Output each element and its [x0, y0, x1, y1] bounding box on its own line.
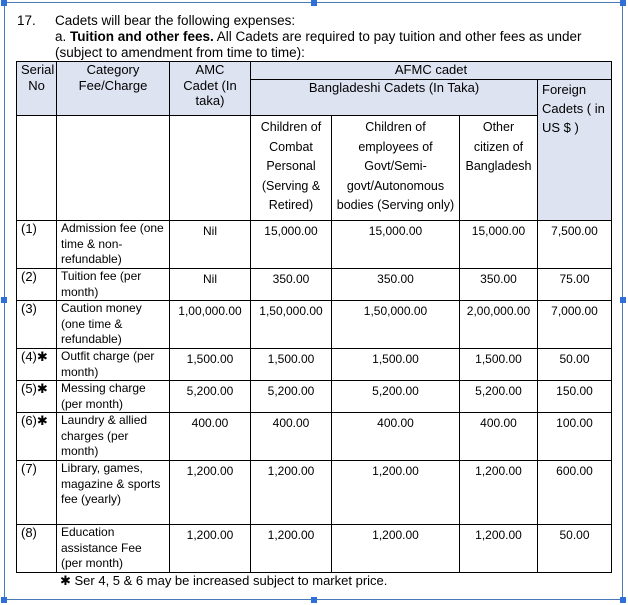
section-number: 17. — [17, 13, 36, 28]
table-row — [17, 221, 612, 269]
foreign-cell: 50.00 — [538, 525, 612, 573]
category-cell: Education assistance Fee (per month) — [57, 525, 170, 573]
combat-cell: 15,000.00 — [251, 221, 332, 269]
combat-cell: 1,500.00 — [251, 349, 332, 381]
category-cell: Laundry & allied charges (per month) — [57, 413, 170, 461]
amc-cell: 400.00 — [170, 413, 251, 461]
other-citizen-cell: 1,200.00 — [460, 461, 538, 525]
resize-handle-middle-right[interactable] — [620, 297, 626, 303]
other-citizen-cell: 1,200.00 — [460, 525, 538, 573]
amc-cell: Nil — [170, 269, 251, 301]
other-citizen-cell: 350.00 — [460, 269, 538, 301]
table-row — [17, 525, 612, 573]
category-cell: Library, games, magazine & sports fee (yearly) — [57, 461, 170, 525]
serial-cell: (2) — [17, 269, 57, 301]
category-cell: Outfit charge (per month) — [57, 349, 170, 381]
resize-handle-top-right[interactable] — [620, 0, 626, 6]
header-afmc: AFMC cadet — [251, 62, 612, 80]
combat-cell: 5,200.00 — [251, 381, 332, 413]
table-header-row-3 — [17, 116, 612, 221]
serial-cell: (4)✱ — [17, 349, 57, 381]
fees-table — [16, 61, 612, 573]
header-category: Category Fee/Charge — [57, 62, 170, 116]
table-header-row-1 — [17, 62, 612, 80]
amc-cell: 1,00,000.00 — [170, 301, 251, 349]
category-cell: Messing charge (per month) — [57, 381, 170, 413]
foreign-cell: 150.00 — [538, 381, 612, 413]
category-cell: Tuition fee (per month) — [57, 269, 170, 301]
other-citizen-cell: 5,200.00 — [460, 381, 538, 413]
header-serial: Serial No — [17, 62, 57, 116]
serial-cell: (6)✱ — [17, 413, 57, 461]
amc-cell: 1,200.00 — [170, 461, 251, 525]
serial-cell: (5)✱ — [17, 381, 57, 413]
employees-cell: 1,500.00 — [332, 349, 460, 381]
other-citizen-cell: 400.00 — [460, 413, 538, 461]
header-bangladeshi: Bangladeshi Cadets (In Taka) — [251, 80, 538, 116]
serial-cell: (1) — [17, 221, 57, 269]
table-row — [17, 301, 612, 349]
foreign-cell: 7,500.00 — [538, 221, 612, 269]
resize-handle-bottom-center[interactable] — [311, 597, 317, 603]
other-citizen-cell: 2,00,000.00 — [460, 301, 538, 349]
table-row — [17, 381, 612, 413]
foreign-cell: 100.00 — [538, 413, 612, 461]
serial-cell: (8) — [17, 525, 57, 573]
table-row — [17, 349, 612, 381]
employees-cell: 5,200.00 — [332, 381, 460, 413]
table-row — [17, 413, 612, 461]
category-cell: Admission fee (one time & non-refundable) — [57, 221, 170, 269]
table-row — [17, 269, 612, 301]
amc-cell: 5,200.00 — [170, 381, 251, 413]
resize-handle-top-center[interactable] — [311, 0, 317, 6]
foreign-cell: 7,000.00 — [538, 301, 612, 349]
header-amc: AMC Cadet (In taka) — [170, 62, 251, 116]
combat-cell: 1,50,000.00 — [251, 301, 332, 349]
resize-handle-top-left[interactable] — [1, 0, 7, 6]
amc-cell: 1,200.00 — [170, 525, 251, 573]
other-citizen-cell: 1,500.00 — [460, 349, 538, 381]
table-row — [17, 461, 612, 525]
foreign-cell: 50.00 — [538, 349, 612, 381]
employees-cell: 1,200.00 — [332, 525, 460, 573]
header-children-combat: Children of Combat Personal (Serving & Retired) — [251, 116, 332, 221]
employees-cell: 350.00 — [332, 269, 460, 301]
resize-handle-bottom-left[interactable] — [1, 597, 7, 603]
employees-cell: 15,000.00 — [332, 221, 460, 269]
subsection-prefix: a. — [55, 29, 71, 44]
category-cell: Caution money (one time & refundable) — [57, 301, 170, 349]
combat-cell: 1,200.00 — [251, 525, 332, 573]
other-citizen-cell: 15,000.00 — [460, 221, 538, 269]
section-intro: Cadets will bear the following expenses: — [55, 13, 296, 28]
header-other-citizen: Other citizen of Bangladesh — [460, 116, 538, 221]
employees-cell: 1,50,000.00 — [332, 301, 460, 349]
combat-cell: 400.00 — [251, 413, 332, 461]
resize-handle-middle-left[interactable] — [1, 297, 7, 303]
foreign-cell: 600.00 — [538, 461, 612, 525]
header-foreign: Foreign Cadets ( in US $ ) — [538, 80, 612, 221]
footnote: ✱ Ser 4, 5 & 6 may be increased subject to market price. — [60, 573, 388, 588]
subsection-text — [55, 29, 620, 61]
amc-cell: Nil — [170, 221, 251, 269]
subsection-title: Tuition and other fees. — [70, 29, 214, 44]
resize-handle-bottom-right[interactable] — [620, 597, 626, 603]
foreign-cell: 75.00 — [538, 269, 612, 301]
amc-cell: 1,500.00 — [170, 349, 251, 381]
serial-cell: (7) — [17, 461, 57, 525]
combat-cell: 350.00 — [251, 269, 332, 301]
employees-cell: 1,200.00 — [332, 461, 460, 525]
subsection-body: All Cadets are required to pay tuition and other fees as under (subject to amendment from time to time): — [55, 29, 582, 60]
employees-cell: 400.00 — [332, 413, 460, 461]
header-children-employees: Children of employees of Govt/Semi-govt/Autonomous bodies (Serving only) — [332, 116, 460, 221]
combat-cell: 1,200.00 — [251, 461, 332, 525]
serial-cell: (3) — [17, 301, 57, 349]
